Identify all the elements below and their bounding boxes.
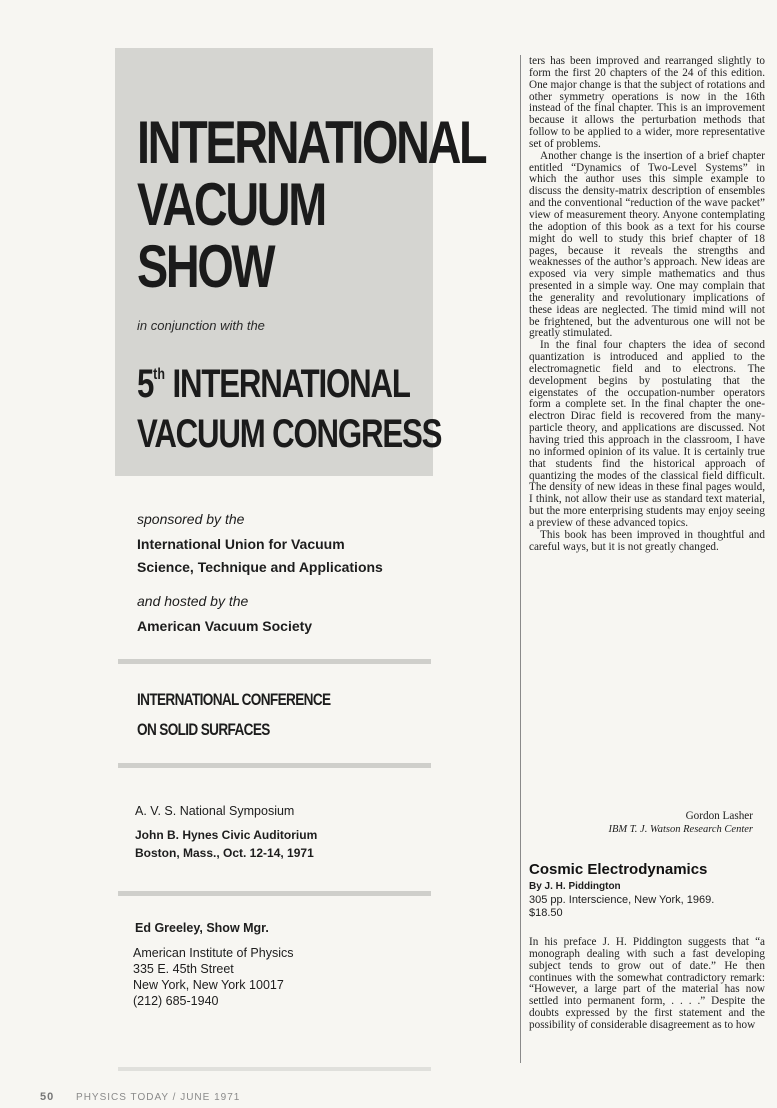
book-title: Cosmic Electrodynamics bbox=[529, 861, 708, 878]
ad-congress-line-2: VACUUM CONGRESS bbox=[137, 412, 442, 456]
publication-name: PHYSICS TODAY / JUNE 1971 bbox=[76, 1092, 241, 1103]
ad-congress-line-1 bbox=[137, 350, 441, 409]
symposium: A. V. S. National Symposium bbox=[135, 804, 295, 818]
hosted-by: and hosted by the bbox=[137, 593, 249, 609]
review-text bbox=[529, 56, 765, 553]
congress-number: 5 bbox=[137, 362, 154, 406]
column-rule bbox=[520, 55, 521, 1063]
ad-title-line-1: INTERNATIONAL bbox=[137, 109, 486, 176]
review-2-text bbox=[529, 937, 765, 1032]
book-details: 305 pp. Interscience, New York, 1969. bbox=[529, 894, 715, 906]
divider-2 bbox=[118, 763, 431, 768]
review-paragraph-1: ters has been improved and rearranged slightly to form the first 20 chapters of the 24 of this edition. One major change is that the subject of rotations and other symmetry operations is now in the 16th instead of the final chapter. This is an improvement because it allows the perturbation methods that follow to be applied to a wider, more representative set of problems. bbox=[529, 55, 765, 150]
review-2-paragraph-1: In his preface J. H. Piddington suggests that “a monograph dealing with such a fast developing subject tends to grow out of date.” He then continues with the somewhat contradictory remark: “However, a large part of the material has now settled into permanent form, . . . .” Despite the doubts expressed by the first statement and the possibility of considerable disagreement as to how bbox=[529, 936, 765, 1031]
sponsor-line-1: International Union for Vacuum bbox=[137, 536, 345, 552]
book-price: $18.50 bbox=[529, 907, 563, 919]
ad-congress bbox=[137, 350, 441, 459]
congress-line-1-text: INTERNATIONAL bbox=[172, 362, 410, 406]
review-signature bbox=[529, 810, 753, 836]
divider-3 bbox=[118, 891, 431, 896]
reviewer-name: Gordon Lasher bbox=[685, 810, 753, 822]
address-line-3: New York, New York 10017 bbox=[133, 978, 284, 992]
congress-ordinal: th bbox=[153, 366, 165, 383]
host-society: American Vacuum Society bbox=[137, 618, 313, 634]
venue: John B. Hynes Civic Auditorium bbox=[135, 828, 318, 842]
review-paragraph-3: In the final four chapters the idea of second quantization is introduced and applied to the electromagnetic field and to electrons. The development begins by postulating that the eigenstates of the occupation-number operators form a complete set. In the final chapter the one-electron Dirac field is recovered from the many-particle theory, and applications are discussed. Not having tried this approach in the classroom, I have no informed opinion of its value. It is certainly true that students find the historical approach of quantizing the modes of the classical field difficult. The density of new ideas in these final pages would, I think, not allow their use as standard text material, but the more enterprising students may enjoy seeing a preview of these advanced topics. bbox=[529, 339, 765, 529]
review-paragraph-4: This book has been improved in thoughtful and careful ways, but it is not greatly changed. bbox=[529, 528, 765, 553]
sponsor-line-2: Science, Technique and Applications bbox=[137, 559, 383, 575]
address-line-4: (212) 685-1940 bbox=[133, 994, 219, 1008]
divider-1 bbox=[118, 659, 431, 664]
ad-conjunction: in conjunction with the bbox=[137, 318, 265, 333]
divider-4 bbox=[118, 1067, 431, 1071]
address-line-2: 335 E. 45th Street bbox=[133, 962, 234, 976]
reviewer-institution: IBM T. J. Watson Research Center bbox=[608, 824, 753, 835]
address-line-1: American Institute of Physics bbox=[133, 946, 294, 960]
ad-title-line-3: SHOW bbox=[137, 233, 274, 300]
conference-line-2: ON SOLID SURFACES bbox=[137, 720, 270, 739]
review-paragraph-2: Another change is the insertion of a brief chapter entitled “Dynamics of Two-Level Systems” in which the author uses this simple example to discuss the density-matrix description of ensembles and the conventional “reduction of the wave packet” view of measurement theory. Anyone contemplating the adoption of this book as a text for his course might do well to study this brief chapter of 18 pages, because it reveals the strengths and weaknesses of the author’s approach. New ideas are exposed via very simple mathematics and thus presented in a simple way. One may complain that the generality and revolutionary implications of these ideas are neglected. The timid mind will not be frightened, but the adventurous one will not be greatly stimulated. bbox=[529, 149, 765, 340]
ad-title bbox=[137, 109, 486, 300]
show-manager: Ed Greeley, Show Mgr. bbox=[135, 921, 269, 935]
venue-location: Boston, Mass., Oct. 12-14, 1971 bbox=[135, 846, 314, 860]
contact-address bbox=[133, 945, 293, 1009]
conference-line-1: INTERNATIONAL CONFERENCE bbox=[137, 690, 331, 709]
book-author: By J. H. Piddington bbox=[529, 881, 621, 892]
sponsored-by: sponsored by the bbox=[137, 511, 245, 527]
page-number: 50 bbox=[40, 1091, 55, 1103]
page-footer bbox=[40, 1091, 240, 1103]
ad-title-line-2: VACUUM bbox=[137, 171, 325, 238]
